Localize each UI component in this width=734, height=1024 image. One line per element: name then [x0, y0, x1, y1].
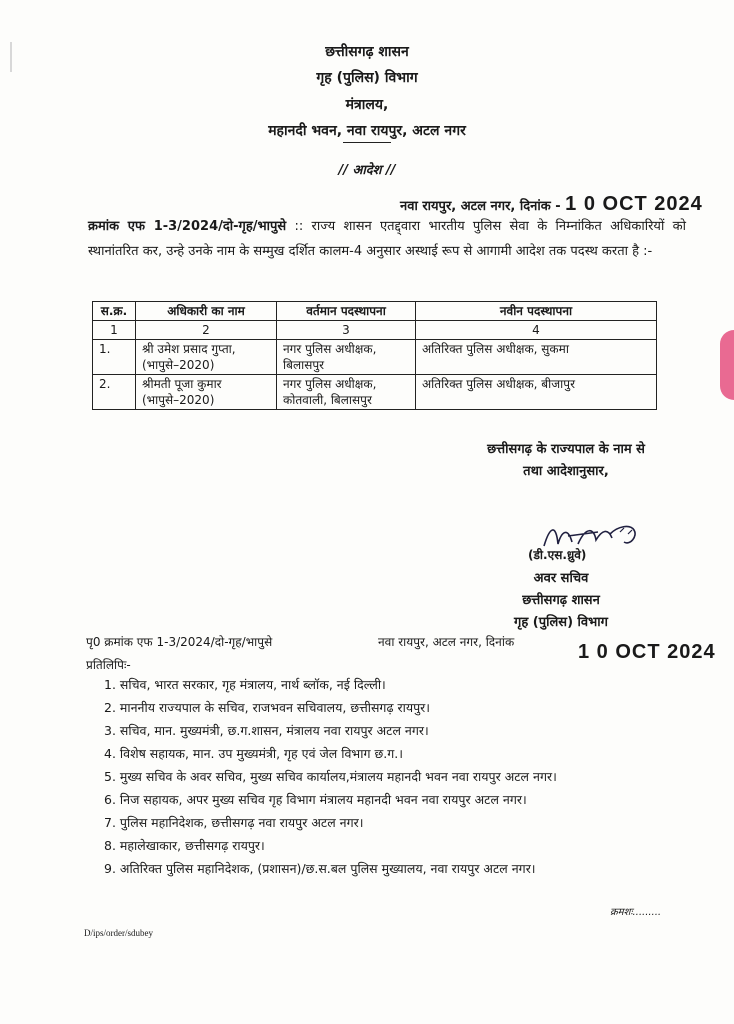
- date-stamp: 1 0 OCT 2024: [565, 193, 703, 215]
- order-body-text: :: राज्य शासन एतद्द्वारा भारतीय पुलिस सेवा के निम्नांकित अधिकारियों को स्थानांतरित कर, उन्हे उनके नाम के सम्मुख दर्शित कालम-4 अनुसार अस्थाई रूप से आगामी आदेश तक पदस्थ करता है :-: [88, 219, 686, 259]
- row-current-posting: [277, 375, 416, 410]
- list-item: 5. मुख्य सचिव के अवर सचिव, मुख्य सचिव कार्यालय,मंत्रालय महानदी भवन नवा रायपुर अटल नगर।: [104, 769, 557, 784]
- list-item: 8. महालेखाकार, छत्तीसगढ़ रायपुर।: [104, 838, 265, 853]
- dateline-place: नवा रायपुर, अटल नगर, दिनांक -: [400, 199, 561, 214]
- order-reference-number: क्रमांक एफ 1-3/2024/दो-गृह/भापुसे: [88, 219, 287, 234]
- header-serial: स.क्र.: [93, 302, 136, 321]
- governor-authority: [466, 439, 666, 483]
- officer-service-line: (भापुसे–2020): [142, 358, 215, 372]
- header-officer-name: अधिकारी का नाम: [136, 302, 277, 321]
- table-row: [93, 340, 657, 375]
- order-title: // आदेश //: [338, 163, 396, 178]
- list-item: 7. पुलिस महानिदेशक, छत्तीसगढ़ नवा रायपुर अटल नगर।: [104, 815, 364, 830]
- row-new-posting: अतिरिक्त पुलिस अधीक्षक, सुकमा: [416, 340, 657, 375]
- designation-line-2: छत्तीसगढ़ शासन: [522, 593, 600, 608]
- copy-date-stamp: 1 0 OCT 2024: [578, 641, 716, 663]
- order-paragraph: [88, 214, 686, 264]
- officer-name-line: श्री उमेश प्रसाद गुप्ता,: [142, 342, 236, 356]
- row-officer-name: [136, 375, 277, 410]
- row-officer-name: [136, 340, 277, 375]
- governor-line-1: छत्तीसगढ़ के राज्यपाल के नाम से: [487, 442, 645, 457]
- header-ministry: मंत्रालय,: [345, 97, 389, 113]
- header-address: महानदी भवन, नवा रायपुर, अटल नगर: [268, 123, 466, 139]
- designation-line-3: गृह (पुलिस) विभाग: [514, 615, 608, 630]
- order-dateline: [400, 193, 703, 216]
- copy-label: प्रतिलिपिः-: [86, 658, 131, 672]
- list-item: 2. माननीय राज्यपाल के सचिव, राजभवन सचिवालय, छत्तीसगढ़ रायपुर।: [104, 700, 431, 715]
- current-posting-place: बिलासपुर: [283, 358, 325, 372]
- officer-name-line: श्रीमती पूजा कुमार: [142, 377, 222, 391]
- column-number: 1: [93, 321, 136, 340]
- header-state-government: छत्तीसगढ़ शासन: [325, 44, 409, 60]
- table-number-row: [93, 321, 657, 340]
- list-item: 3. सचिव, मान. मुख्यमंत्री, छ.ग.शासन, मंत्रालय नवा रायपुर अटल नगर।: [104, 723, 429, 738]
- table-header-row: [93, 302, 657, 321]
- designation-line-1: अवर सचिव: [533, 571, 589, 586]
- list-item: 1. सचिव, भारत सरकार, गृह मंत्रालय, नार्थ ब्लॉक, नई दिल्ली।: [104, 677, 386, 692]
- scroll-edge-handle[interactable]: [720, 330, 734, 400]
- signatory-name: (डी.एस.ध्रुवे): [528, 548, 587, 562]
- list-item: 4. विशेष सहायक, मान. उप मुख्यमंत्री, गृह एवं जेल विभाग छ.ग.।: [104, 746, 403, 761]
- header-current-posting: वर्तमान पदस्थापना: [277, 302, 416, 321]
- row-serial: 2.: [93, 375, 136, 410]
- row-new-posting: अतिरिक्त पुलिस अधीक्षक, बीजापुर: [416, 375, 657, 410]
- column-number: 3: [277, 321, 416, 340]
- copy-dateline-place: नवा रायपुर, अटल नगर, दिनांक: [378, 635, 515, 649]
- header-new-posting: नवीन पदस्थापना: [416, 302, 657, 321]
- copy-recipient-list: [104, 673, 557, 880]
- list-item: 6. निज सहायक, अपर मुख्य सचिव गृह विभाग मंत्रालय महानदी भवन नवा रायपुर अटल नगर।: [104, 792, 527, 807]
- current-posting-place: कोतवाली, बिलासपुर: [283, 393, 372, 407]
- row-serial: 1.: [93, 340, 136, 375]
- current-posting-line: नगर पुलिस अधीक्षक,: [283, 342, 377, 356]
- table-row: [93, 375, 657, 410]
- header-department: गृह (पुलिस) विभाग: [316, 70, 418, 86]
- column-number: 4: [416, 321, 657, 340]
- copy-reference-number: पृ0 क्रमांक एफ 1-3/2024/दो-गृह/भापुसे: [86, 635, 273, 649]
- list-item: 9. अतिरिक्त पुलिस महानिदेशक, (प्रशासन)/छ.स.बल पुलिस मुख्यालय, नवा रायपुर अटल नगर।: [104, 861, 536, 876]
- signatory-designation: [486, 568, 636, 634]
- continued-marker: क्रमशः.........: [610, 907, 662, 918]
- row-current-posting: [277, 340, 416, 375]
- footer-file-path: D/ips/order/sdubey: [84, 928, 153, 938]
- transfer-table: [92, 301, 657, 410]
- column-number: 2: [136, 321, 277, 340]
- officer-service-line: (भापुसे–2020): [142, 393, 215, 407]
- header-divider: [343, 142, 391, 143]
- governor-line-2: तथा आदेशानुसार,: [523, 464, 609, 479]
- current-posting-line: नगर पुलिस अधीक्षक,: [283, 377, 377, 391]
